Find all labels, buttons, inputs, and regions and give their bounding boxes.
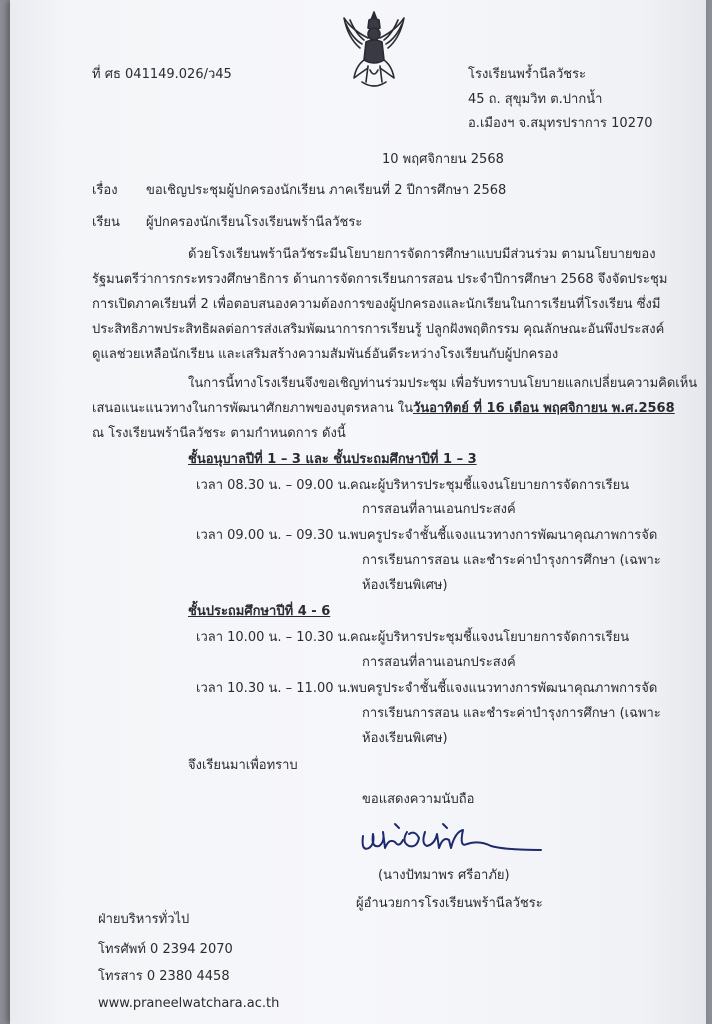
school-address-line1: 45 ถ. สุขุมวิท ต.ปากน้ำ <box>468 92 603 107</box>
schedule-desc: พบครูประจำชั้นชี้แจงแนวทางการพัฒนาคุณภาพการจัด <box>350 681 658 696</box>
paragraph2-prefix: เสนอแนะแนวทางในการพัฒนาศักยภาพของบุตรหลาน ใน <box>92 401 413 416</box>
paragraph1-line: ด้วยโรงเรียนพร้านีลวัชระมีนโยบายการจัดการศึกษาแบบมีส่วนร่วม ตามนโยบายของ <box>188 247 656 262</box>
footer-department: ฝ่ายบริหารทั่วไป <box>98 912 190 927</box>
recipient-label: เรียน <box>92 215 120 230</box>
schedule-desc: ห้องเรียนพิเศษ) <box>362 578 448 593</box>
schedule-desc: การเรียนการสอน และชำระค่าบำรุงการศึกษา (เฉพาะ <box>362 553 661 568</box>
schedule-desc: คณะผู้บริหารประชุมชี้แจงนโยบายการจัดการเรียน <box>350 478 630 493</box>
letter-page <box>10 0 706 1024</box>
meeting-date-emphasis: วันอาทิตย์ ที่ 16 เดือน พฤศจิกายน พ.ศ.2568 <box>412 401 675 416</box>
schedule-desc: คณะผู้บริหารประชุมชี้แจงนโยบายการจัดการเรียน <box>350 630 630 645</box>
subject-text: ขอเชิญประชุมผู้ปกครองนักเรียน ภาคเรียนที่ 2 ปีการศึกษา 2568 <box>146 183 507 198</box>
schedule-desc: ห้องเรียนพิเศษ) <box>362 731 448 746</box>
paragraph1-line: ประสิทธิภาพประสิทธิผลต่อการส่งเสริมพัฒนาการการเรียนรู้ ปลูกฝังพฤติกรรม คุณลักษณะอันพึงประสงค์ <box>92 322 665 337</box>
school-address-line2: อ.เมืองฯ จ.สมุทรปราการ 10270 <box>468 116 653 131</box>
schedule-time: เวลา 10.30 น. – 11.00 น. <box>196 681 351 696</box>
paragraph2-line <box>92 401 675 417</box>
signatory-position: ผู้อำนวยการโรงเรียนพร้านีลวัชระ <box>356 896 543 911</box>
footer-fax: โทรสาร 0 2380 4458 <box>98 969 230 984</box>
letter-date: 10 พฤศจิกายน 2568 <box>382 152 504 167</box>
schedule-desc: พบครูประจำชั้นชี้แจงแนวทางการพัฒนาคุณภาพการจัด <box>350 528 658 543</box>
school-name: โรงเรียนพรํ้านีลวัชระ <box>468 67 587 82</box>
schedule-desc: การเรียนการสอน และชำระค่าบำรุงการศึกษา (เฉพาะ <box>362 706 661 721</box>
schedule-heading: ชั้นประถมศึกษาปีที่ 4 - 6 <box>188 604 331 619</box>
schedule-desc: การสอนที่ลานเอนกประสงค์ <box>362 655 516 670</box>
closing-phrase: จึงเรียนมาเพื่อทราบ <box>188 758 298 773</box>
garuda-emblem-icon <box>338 8 410 92</box>
schedule-time: เวลา 08.30 น. – 09.00 น. <box>196 478 351 493</box>
salutation: ขอแสดงความนับถือ <box>362 792 475 807</box>
paragraph1-line: รัฐมนตรีว่าการกระทรวงศึกษาธิการ ด้านการจัดการเรียนการสอน ประจำปีการศึกษา 2568 จึงจัดประชุม <box>92 272 668 287</box>
paragraph1-line: ดูแลช่วยเหลือนักเรียน และเสริมสร้างความสัมพันธ์อันดีระหว่างโรงเรียนกับผู้ปกครอง <box>92 347 559 362</box>
paragraph2-line: ในการนี้ทางโรงเรียนจึงขอเชิญท่านร่วมประชุม เพื่อรับทราบนโยบายแลกเปลี่ยนความคิดเห็น <box>188 376 698 391</box>
schedule-desc: การสอนที่ลานเอนกประสงค์ <box>362 502 516 517</box>
schedule-time: เวลา 10.00 น. – 10.30 น. <box>196 630 351 645</box>
signatory-name: (นางปัทมาพร ศรีอาภัย) <box>378 868 510 883</box>
recipient-text: ผู้ปกครองนักเรียนโรงเรียนพร้านีลวัชระ <box>146 215 363 230</box>
paragraph2-line: ณ โรงเรียนพร้านีลวัชระ ตามกำหนดการ ดังนี้ <box>92 426 346 441</box>
subject-label: เรื่อง <box>92 183 118 198</box>
schedule-time: เวลา 09.00 น. – 09.30 น. <box>196 528 351 543</box>
paragraph1-line: การเปิดภาคเรียนที่ 2 เพื่อตอบสนองความต้องการของผู้ปกครองและนักเรียนในการเรียนที่โรงเรียน ซึ่งมี <box>92 297 661 312</box>
document-number: ที่ ศธ 041149.026/ว45 <box>92 67 232 82</box>
footer-website: www.praneelwatchara.ac.th <box>98 996 280 1011</box>
handwritten-signature <box>355 818 545 860</box>
footer-phone: โทรศัพท์ 0 2394 2070 <box>98 942 233 957</box>
schedule-heading: ชั้นอนุบาลปีที่ 1 – 3 และ ชั้นประถมศึกษาปีที่ 1 – 3 <box>188 452 477 467</box>
